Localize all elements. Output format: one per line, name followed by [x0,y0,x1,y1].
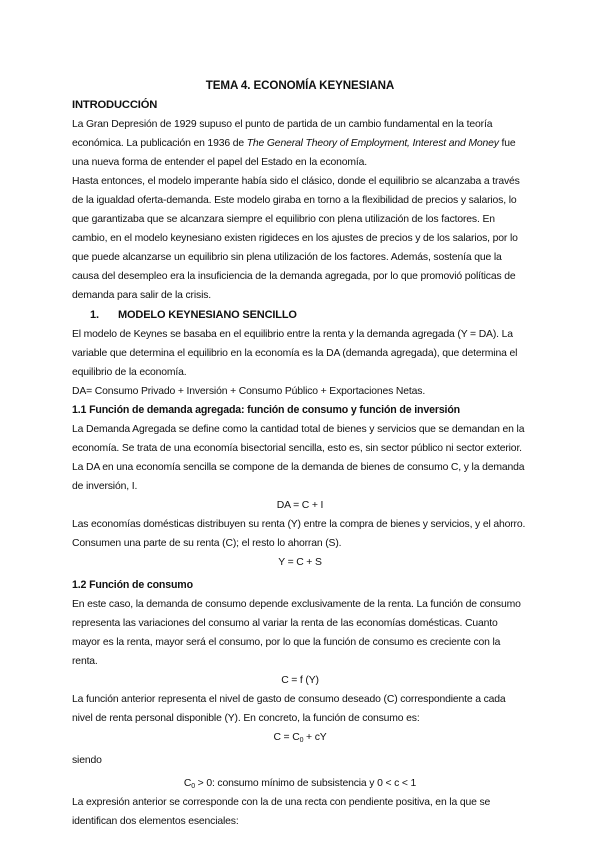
cond-subscript: 0 [191,783,195,790]
intro-paragraph-1 [72,115,528,172]
subsection-1-1-paragraph-3: Las economías domésticas distribuyen su renta (Y) entre la compra de bienes y servicios, y el ahorro. Consumen una parte de su renta (C); el resto lo ahorran (S). [72,519,526,549]
eq-c-subscript: 0 [299,737,304,744]
cond-rest: > 0: consumo mínimo de subsistencia y 0 < c < 1 [194,778,417,789]
equation-da: DA = C + I [276,500,324,511]
cond-c: C [183,778,192,789]
document-body [72,76,528,831]
section-1-paragraph-1: El modelo de Keynes se basaba en el equilibrio entre la renta y la demanda agregada (Y = DA). La variable que determina el equilibrio en la economía es la DA (demanda agregada), que determina el equilibrio de la economía. [72,329,518,378]
intro-p1-text-a: La Gran Depresión de 1929 supuso el punto de partida de un cambio fundamental en la teoría económica. La publicación en 1936 de [72,119,493,149]
siendo-text: siendo [72,755,102,766]
intro-p1-text-b: fue una nueva forma de entender el papel del Estado en la economía. [72,138,516,168]
subsection-1-2-paragraph-2: La función anterior representa el nivel de gasto de consumo deseado (C) correspondiente a cada nivel de renta personal disponible (Y). En concreto, la función de consumo es: [72,694,506,724]
subsection-1-2-heading: 1.2 Función de consumo [72,579,193,591]
eq-c-right: + cY [303,732,327,743]
section-1-paragraph-2: DA= Consumo Privado + Inversión + Consumo Público + Exportaciones Netas. [72,386,426,397]
subsection-1-1-paragraph-2: La DA en una economía sencilla se compone de la demanda de bienes de consumo C, y la demanda de inversión, I. [72,462,525,492]
section-1-number: 1. [90,309,99,321]
eq-c-left: C = C [273,732,300,743]
intro-heading: INTRODUCCIÓN [72,99,158,111]
equation-consumption-function: C = f (Y) [281,675,319,686]
section-1-title: MODELO KEYNESIANO SENCILLO [118,309,297,321]
condition-line [72,774,528,793]
section-1-heading [72,305,528,325]
intro-paragraph-2: Hasta entonces, el modelo imperante había sido el clásico, donde el equilibrio se alcanzaba a través de la igualdad oferta-demanda. Este modelo giraba en torno a la flexibilidad de precios y salarios, lo que garantizaba que se alcanzara siempre el equilibrio con plena utilización de los factores. En cambio, en el modelo keynesiano existen rigideces en los ajustes de precios y de los salarios, por lo que puede alcanzarse un equilibrio sin plena utilización de los factores. Además, sostenía que la causa del desempleo era la insuficiencia de la demanda agregada, por lo que promovió políticas de demanda para salir de la crisis. [72,176,520,301]
subsection-1-2-paragraph-1: En este caso, la demanda de consumo depende exclusivamente de la renta. La función de consumo representa las variaciones del consumo al variar la renta de las economías domésticas. Cuanto mayor es la renta, mayor será el consumo, por lo que la función de consumo es creciente con la renta. [72,599,521,667]
book-title: The General Theory of Employment, Interest and Money [246,138,499,149]
subsection-1-1-paragraph-1: La Demanda Agregada se define como la cantidad total de bienes y servicios que se demandan en la economía. Se trata de una economía bisectorial sencilla, esto es, sin sector público ni sector exterior. [72,424,525,454]
subsection-1-1-heading: 1.1 Función de demanda agregada: función de consumo y función de inversión [72,404,460,416]
equation-consumption [72,728,528,747]
subsection-1-2-paragraph-3: La expresión anterior se corresponde con la de una recta con pendiente positiva, en la que se identifican dos elementos esenciales: [72,797,491,827]
equation-y: Y = C + S [278,557,322,568]
page-title: TEMA 4. ECONOMÍA KEYNESIANA [205,79,395,92]
